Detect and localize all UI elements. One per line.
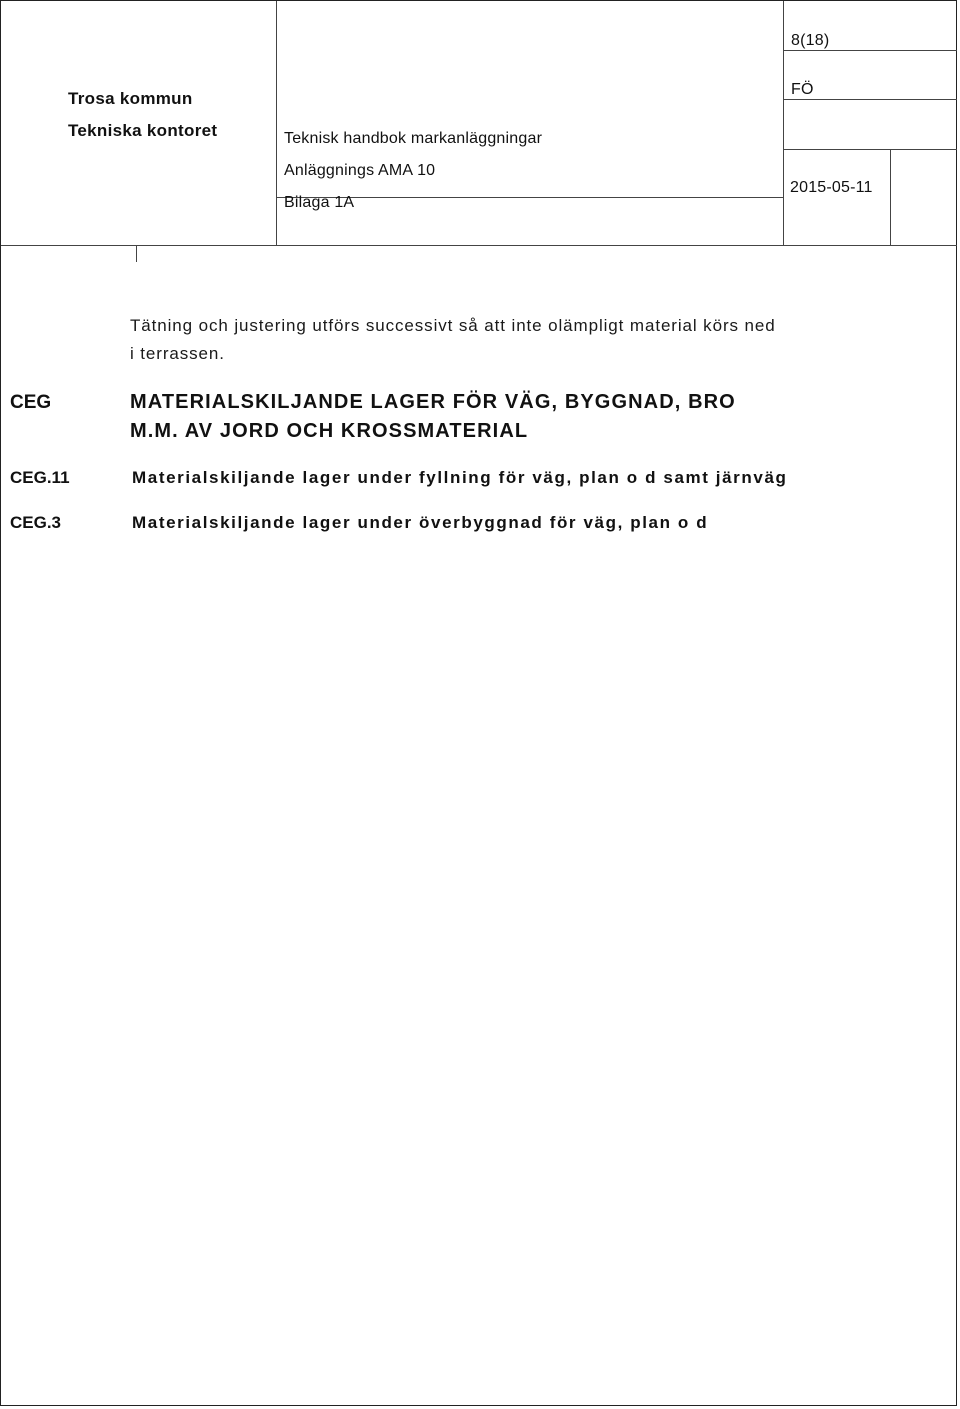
page-number: 8(18) bbox=[791, 32, 830, 49]
header-divider-horizontal-page bbox=[783, 50, 957, 51]
section-code-ceg: CEG bbox=[10, 392, 52, 413]
document-type: FÖ bbox=[791, 81, 814, 98]
header-divider-vertical-date bbox=[890, 149, 891, 245]
header-tick-mark bbox=[136, 245, 137, 262]
document-date: 2015-05-11 bbox=[790, 179, 873, 196]
header-divider-vertical-left bbox=[276, 1, 277, 245]
document-standard: Anläggnings AMA 10 bbox=[284, 162, 436, 179]
document-title: Teknisk handbok markanläggningar bbox=[284, 130, 543, 147]
section-title-ceg-line-1: MATERIALSKILJANDE LAGER FÖR VÄG, BYGGNAD, BRO bbox=[130, 391, 736, 413]
section-code-ceg-11: CEG.11 bbox=[10, 468, 70, 487]
header-bottom-border bbox=[1, 245, 957, 246]
header-divider-vertical-right bbox=[783, 1, 784, 245]
section-title-ceg-11: Materialskiljande lager under fyllning för väg, plan o d samt järnväg bbox=[132, 468, 788, 487]
header-divider-horizontal-type bbox=[783, 99, 957, 100]
section-title-ceg-3: Materialskiljande lager under överbyggnad för väg, plan o d bbox=[132, 513, 709, 532]
document-appendix: Bilaga 1A bbox=[284, 194, 355, 211]
section-code-ceg-3: CEG.3 bbox=[10, 513, 62, 532]
organization-name: Trosa kommun bbox=[68, 89, 193, 108]
intro-paragraph-line-2: i terrassen. bbox=[130, 344, 225, 363]
intro-paragraph-line-1: Tätning och justering utförs successivt så att inte olämpligt material körs ned bbox=[130, 316, 776, 335]
header-divider-horizontal-date bbox=[783, 149, 957, 150]
section-title-ceg-line-2: M.M. AV JORD OCH KROSSMATERIAL bbox=[130, 420, 529, 442]
department-name: Tekniska kontoret bbox=[68, 121, 218, 140]
